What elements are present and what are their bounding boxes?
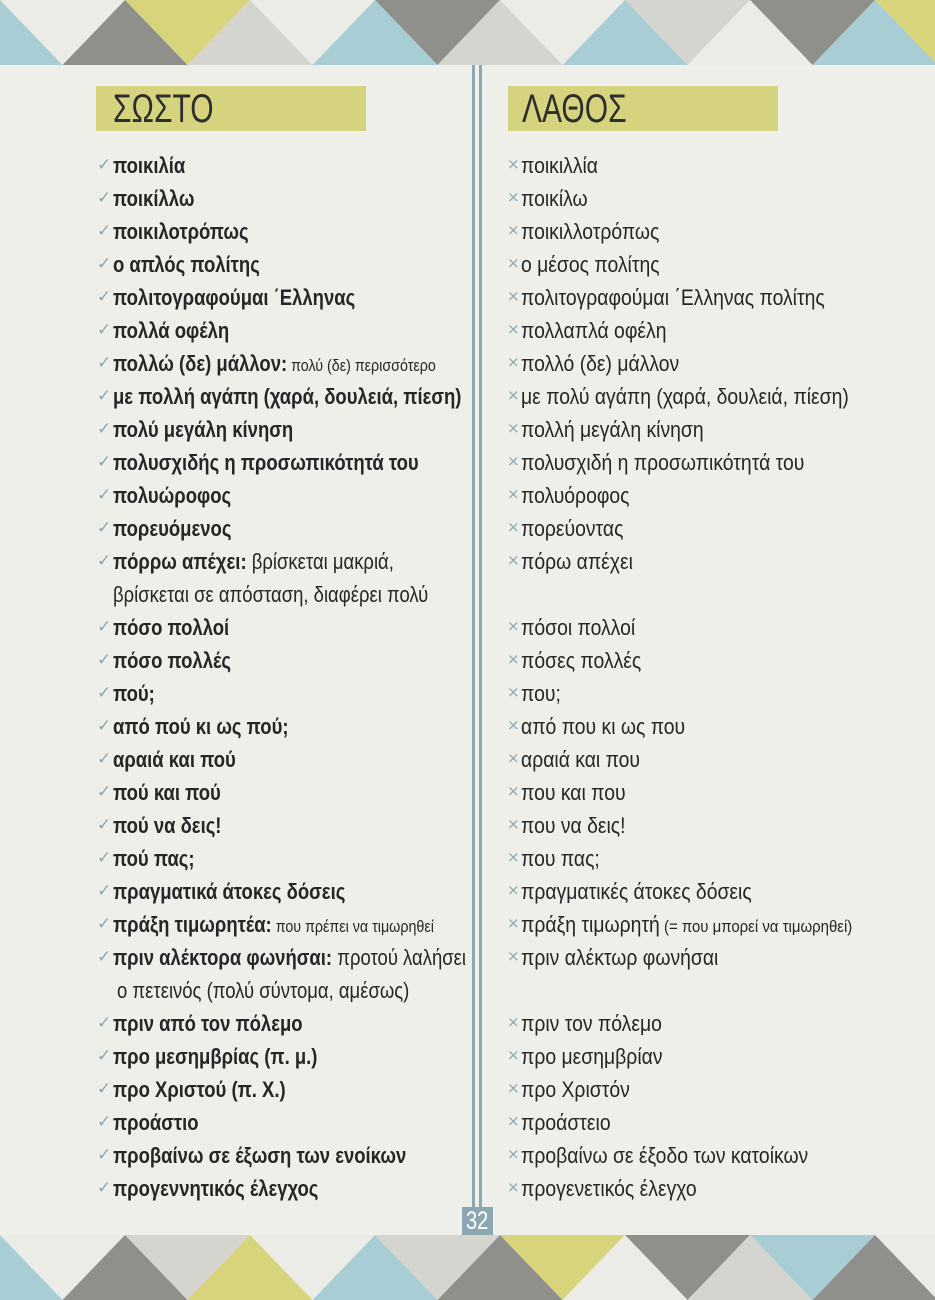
wrong-term: προ μεσημβρίαν [521,1044,663,1069]
wrong-item [506,644,926,677]
correct-term: πόσο πολλές [113,648,231,673]
correct-item [96,644,472,677]
wrong-term: ποικίλω [521,186,588,211]
correct-term: αραιά και πού [113,747,236,772]
wrong-item-text [521,644,641,677]
correct-item [96,875,472,908]
correct-term: πού; [113,681,155,706]
cross-icon: × [507,683,520,701]
correct-item-text [113,1040,317,1073]
wrong-term: που και που [521,780,626,805]
wrong-item [506,710,926,743]
correct-item-text [113,776,221,809]
correct-gloss: που πρέπει να τιμωρηθεί [275,917,434,936]
correct-term: από πού κι ως πού; [113,714,289,739]
wrong-item [506,941,926,974]
wrong-item-text [521,908,852,943]
cross-icon: × [507,353,520,371]
correct-item [96,248,472,281]
correct-item-text [113,347,436,382]
wrong-item-text [521,347,679,380]
wrong-item-text [521,413,704,446]
wrong-item [506,347,926,380]
wrong-item [506,479,926,512]
cross-icon: × [507,518,520,536]
check-icon: ✓ [97,320,112,340]
wrong-item-text [521,1172,697,1205]
correct-term: πού πας; [113,846,195,871]
correct-item [96,281,472,314]
wrong-item-text [521,776,626,809]
check-icon: ✓ [97,749,112,769]
wrong-item-text [521,809,625,842]
wrong-item-text [521,1073,630,1106]
cross-icon: × [507,881,520,899]
wrong-term: προ Χριστόν [521,1077,630,1102]
wrong-item [506,248,926,281]
wrong-term: πολλή μεγάλη κίνηση [521,417,704,442]
decorative-triangle-band-top [0,0,935,65]
correct-item [96,314,472,347]
cross-icon: × [507,452,520,470]
correct-item-text [113,710,289,743]
correct-item [96,908,472,941]
check-icon: ✓ [97,419,112,439]
wrong-item [506,677,926,710]
correct-item-text [113,545,394,578]
correct-item [96,545,472,578]
correct-term: πόρρω απέχει: [113,549,247,574]
correct-item-text [113,149,185,182]
wrong-item [506,743,926,776]
correct-item-text [113,248,260,281]
correct-item [96,1106,472,1139]
wrong-item-text [521,1106,611,1139]
correct-item [96,1007,472,1040]
check-icon: ✓ [97,617,112,637]
check-icon: ✓ [97,287,112,307]
correct-item [96,347,472,380]
wrong-item [506,413,926,446]
wrong-term: με πολύ αγάπη (χαρά, δουλειά, πίεση) [521,384,849,409]
wrong-term: πραγματικές άτοκες δόσεις [521,879,752,904]
wrong-item-text [521,149,598,182]
correct-item-text [113,182,194,215]
wrong-gloss: (= που μπορεί να τιμωρηθεί) [663,917,853,936]
wrong-term: πολυόροφος [521,483,630,508]
wrong-item-text [521,380,849,413]
cross-icon: × [507,617,520,635]
wrong-term: πολλαπλά οφέλη [521,318,667,343]
correct-item [96,1139,472,1172]
cross-icon: × [507,221,520,239]
cross-icon: × [507,815,520,833]
wrong-title: ΛΑΘΟΣ [522,87,627,131]
correct-term: πριν αλέκτορα φωνήσαι: [113,945,333,970]
correct-gloss-continuation: ο πετεινός (πολύ σύντομα, αμέσως) [117,978,410,1003]
wrong-item-text [521,1040,663,1073]
correct-item-text [113,1139,406,1172]
correct-item [96,743,472,776]
correct-term: ο απλός πολίτης [113,252,260,277]
cross-icon: × [507,485,520,503]
correct-item [96,941,472,974]
wrong-term: πόσοι πολλοί [521,615,636,640]
correct-term: πολλώ (δε) μάλλον: [113,351,288,376]
wrong-term: αραιά και που [521,747,641,772]
correct-list [96,149,472,1209]
wrong-item [506,1106,926,1139]
check-icon: ✓ [97,1079,112,1099]
correct-term: με πολλή αγάπη (χαρά, δουλειά, πίεση) [113,384,462,409]
correct-gloss: προτού λαλήσει [337,945,466,970]
wrong-item-text [521,248,660,281]
wrong-term: πολλό (δε) μάλλον [521,351,680,376]
correct-term: προ μεσημβρίας (π. μ.) [113,1044,318,1069]
cross-icon: × [507,947,520,965]
check-icon: ✓ [97,650,112,670]
wrong-term: ποικιλλοτρόπως [521,219,660,244]
cross-icon: × [507,1046,520,1064]
correct-term: πολιτογραφούμαι ΄Ελληνας [113,285,356,310]
correct-item [96,776,472,809]
correct-item-text [113,479,231,512]
check-icon: ✓ [97,914,112,934]
wrong-item-text [521,446,804,479]
wrong-item [506,1139,926,1172]
cross-icon: × [507,914,520,932]
correct-term: πού και πού [113,780,221,805]
cross-icon: × [507,1145,520,1163]
correct-item-text [113,1106,199,1139]
wrong-term: πολυσχιδή η προσωπικότητά του [521,450,805,475]
correct-gloss: πολύ (δε) περισσότερο [291,356,436,375]
wrong-term: πριν αλέκτωρ φωνήσαι [521,945,719,970]
wrong-term: που πας; [521,846,600,871]
correct-item-text [113,1172,318,1205]
wrong-item [506,1007,926,1040]
correct-term: πολυσχιδής η προσωπικότητά του [113,450,419,475]
cross-icon: × [507,716,520,734]
cross-icon: × [507,320,520,338]
wrong-item-text [521,842,600,875]
correct-item [96,413,472,446]
correct-item-text [113,941,466,974]
wrong-list [506,149,926,1209]
correct-term: ποικιλία [113,153,186,178]
cross-icon: × [507,782,520,800]
wrong-term: προβαίνω σε έξοδο των κατοίκων [521,1143,809,1168]
wrong-item [506,314,926,347]
correct-item [96,149,472,182]
correct-item-text [113,908,434,943]
wrong-term: προάστειο [521,1110,611,1135]
correct-item-continuation [96,578,472,611]
correct-item-text [113,611,229,644]
check-icon: ✓ [97,353,112,373]
wrong-term: πόρω απέχει [521,549,633,574]
decorative-triangle-band-bottom [0,1235,935,1300]
wrong-item-text [521,743,640,776]
correct-item-text [113,512,231,545]
wrong-term: πριν τον πόλεμο [521,1011,662,1036]
correct-item-text [113,314,229,347]
correct-item [96,842,472,875]
check-icon: ✓ [97,815,112,835]
wrong-term: που να δεις! [521,813,626,838]
wrong-item [506,875,926,908]
correct-term: πραγματικά άτοκες δόσεις [113,879,346,904]
correct-item-text [113,413,293,446]
cross-icon: × [507,254,520,272]
correct-item [96,1040,472,1073]
wrong-item-text [521,611,635,644]
check-icon: ✓ [97,221,112,241]
correct-term: ποικιλοτρόπως [113,219,249,244]
cross-icon: × [507,386,520,404]
correct-item-text [113,1007,303,1040]
correct-item-text [113,809,221,842]
wrong-item [506,842,926,875]
wrong-term: πόσες πολλές [521,648,642,673]
wrong-item [506,512,926,545]
correct-term: πράξη τιμωρητέα: [113,912,272,937]
correct-item [96,215,472,248]
wrong-item-text [521,677,561,710]
correct-gloss: βρίσκεται μακριά, [251,549,394,574]
correct-item-text [113,578,428,611]
wrong-item-text [521,479,629,512]
wrong-item [506,611,926,644]
wrong-item-text [521,314,666,347]
wrong-term: προγενετικός έλεγχο [521,1176,697,1201]
cross-icon: × [507,1013,520,1031]
correct-item [96,512,472,545]
wrong-term: πολιτογραφούμαι ΄Ελληνας πολίτης [521,285,825,310]
check-icon: ✓ [97,848,112,868]
correct-item-text [113,380,461,413]
correct-gloss-continuation: βρίσκεται σε απόσταση, διαφέρει πολύ [113,582,429,607]
cross-icon: × [507,1178,520,1196]
correct-term: πολύ μεγάλη κίνηση [113,417,294,442]
cross-icon: × [507,848,520,866]
correct-item [96,1172,472,1205]
correct-term: πολλά οφέλη [113,318,230,343]
check-icon: ✓ [97,452,112,472]
correct-term: πολυώροφος [113,483,232,508]
cross-icon: × [507,419,520,437]
correct-item-text [113,1073,286,1106]
wrong-header [508,86,778,131]
correct-item-text [113,281,355,314]
wrong-term: ο μέσος πολίτης [521,252,660,277]
correct-item-continuation [96,974,472,1007]
wrong-item-text [521,281,825,314]
wrong-item [506,215,926,248]
correct-item [96,182,472,215]
wrong-item-text [521,545,633,578]
correct-term: πριν από τον πόλεμο [113,1011,303,1036]
wrong-item-text [521,512,623,545]
check-icon: ✓ [97,716,112,736]
cross-icon: × [507,155,520,173]
check-icon: ✓ [97,155,112,175]
page-number: 32 [466,1207,489,1235]
wrong-item [506,776,926,809]
cross-icon: × [507,551,520,569]
wrong-item-text [521,710,685,743]
check-icon: ✓ [97,1112,112,1132]
check-icon: ✓ [97,1145,112,1165]
cross-icon: × [507,188,520,206]
correct-item-text [113,215,249,248]
wrong-item [506,809,926,842]
correct-term: πορευόμενος [113,516,232,541]
wrong-item [506,1040,926,1073]
wrong-item-text [521,875,752,908]
correct-title: ΣΩΣΤΟ [113,87,214,131]
correct-term: προβαίνω σε έξωση των ενοίκων [113,1143,407,1168]
correct-item [96,809,472,842]
column-divider-line-left [472,65,475,1208]
wrong-item-text [521,215,659,248]
check-icon: ✓ [97,485,112,505]
page-number-box [462,1207,493,1235]
wrong-item [506,1172,926,1205]
check-icon: ✓ [97,683,112,703]
check-icon: ✓ [97,386,112,406]
correct-term: πόσο πολλοί [113,615,230,640]
wrong-item [506,545,926,578]
cross-icon: × [507,287,520,305]
correct-term: πού να δεις! [113,813,222,838]
correct-item [96,479,472,512]
check-icon: ✓ [97,1046,112,1066]
cross-icon: × [507,1079,520,1097]
correct-item-text [113,677,155,710]
correct-term: ποικίλλω [113,186,195,211]
correct-item-text [113,644,231,677]
wrong-item-text [521,1007,662,1040]
check-icon: ✓ [97,518,112,538]
wrong-term: πράξη τιμωρητή [521,912,660,937]
correct-term: προγεννητικός έλεγχος [113,1176,319,1201]
wrong-item-text [521,182,588,215]
wrong-item [506,446,926,479]
wrong-item [506,908,926,941]
wrong-term: από που κι ως που [521,714,686,739]
correct-item [96,446,472,479]
correct-item-text [113,842,195,875]
correct-term: προ Χριστού (π. Χ.) [113,1077,286,1102]
correct-item-text [113,743,236,776]
wrong-item-text [521,1139,808,1172]
check-icon: ✓ [97,254,112,274]
correct-item [96,1073,472,1106]
wrong-term: που; [521,681,561,706]
check-icon: ✓ [97,782,112,802]
correct-term: προάστιο [113,1110,199,1135]
check-icon: ✓ [97,1013,112,1033]
check-icon: ✓ [97,881,112,901]
wrong-item-text [521,941,718,974]
wrong-term: πορεύοντας [521,516,624,541]
correct-item [96,677,472,710]
wrong-term: ποικιλλία [521,153,598,178]
check-icon: ✓ [97,188,112,208]
wrong-item [506,182,926,215]
correct-item-text [117,974,409,1007]
correct-header [96,86,366,131]
correct-item [96,710,472,743]
wrong-item [506,149,926,182]
correct-item [96,380,472,413]
cross-icon: × [507,749,520,767]
cross-icon: × [507,650,520,668]
wrong-item [506,380,926,413]
wrong-item [506,1073,926,1106]
wrong-item [506,281,926,314]
check-icon: ✓ [97,1178,112,1198]
cross-icon: × [507,1112,520,1130]
correct-item [96,611,472,644]
correct-item-text [113,446,419,479]
check-icon: ✓ [97,947,112,967]
column-divider-line-right [479,65,482,1208]
correct-item-text [113,875,345,908]
check-icon: ✓ [97,551,112,571]
